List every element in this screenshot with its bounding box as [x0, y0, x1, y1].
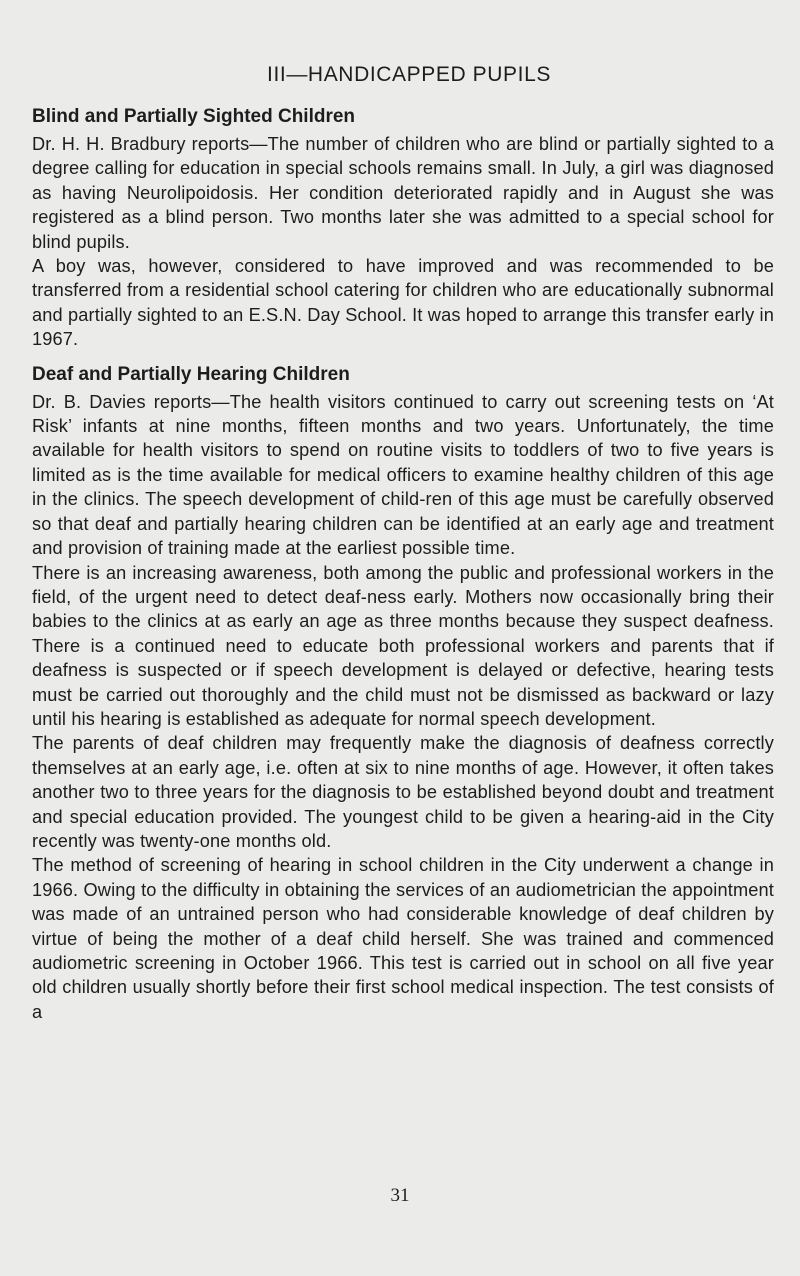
paragraph: The parents of deaf children may frequently make the diagnosis of deafness correctly themselves at an early age, i.e. often at six to nine months of age. However, it often takes another two to three years for the diagnosis to be established beyond doubt and treatment and special education provided. The youngest child to be given a hearing-aid in the City recently was twenty-one months old.	[32, 733, 774, 851]
paragraph: A boy was, however, considered to have improved and was recommended to be transferred from a residential school catering for children who are educationally subnormal and partially sighted to an E.S.N. Day School. It was hoped to arrange this transfer early in 1967.	[32, 256, 774, 350]
document-page	[32, 58, 774, 1024]
paragraph: The method of screening of hearing in school children in the City underwent a change in 1966. Owing to the difficulty in obtaining the services of an audiometrician the appointment was made of an untrained person who had considerable knowledge of deaf children by virtue of being the mother of a deaf child herself. She was trained and commenced audiometric screening in October 1966. This test is carried out in school on all five year old children usually shortly before their first school medical inspection. The test consists of a	[32, 855, 774, 1022]
section-heading: Blind and Partially Sighted Children	[32, 106, 356, 127]
section-heading: Deaf and Partially Hearing Children	[32, 363, 350, 385]
section-deaf-partially-hearing	[32, 362, 774, 1025]
page-number: 31	[390, 1185, 410, 1206]
paragraph: Dr. B. Davies reports—The health visitors continued to carry out screening tests on ‘At Risk’ infants at nine months, fifteen months and two years. Unfortunately, the time available for health visitors to spend on routine visits to toddlers of two to five years is limited as is the time available for medical officers to examine healthy children of this age in the clinics. The speech development of child-ren of this age must be carefully observed so that deaf and partially hearing children can be identified at an early age and treatment and provision of training made at the earliest possible time.	[32, 391, 774, 559]
chapter-title: III—HANDICAPPED PUPILS	[267, 63, 551, 86]
paragraph: Dr. H. H. Bradbury reports—The number of children who are blind or partially sighted to a degree calling for education in special schools remains small. In July, a girl was diagnosed as having Neurolipoidosis. Her condition deteriorated rapidly and in August she was registered as a blind person. Two months later she was admitted to a special school for blind pupils.	[32, 134, 774, 252]
paragraph: There is an increasing awareness, both among the public and professional workers in the field, of the urgent need to detect deaf-ness early. Mothers now occasionally bring their babies to the clinics at as early an age as three months because they suspect deafness. There is a continued need to educate both professional workers and parents that if deafness is suspected or if speech development is delayed or defective, hearing tests must be carried out thoroughly and the child must not be dismissed as backward or lazy until his hearing is established as adequate for normal speech development.	[32, 562, 774, 729]
section-blind-partially-sighted	[32, 104, 774, 352]
